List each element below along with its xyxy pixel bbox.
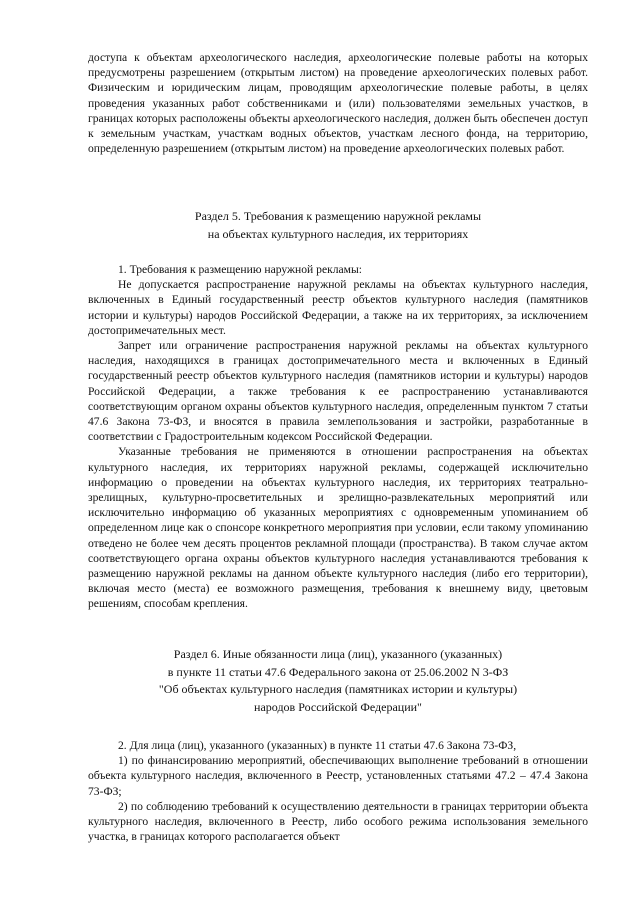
section6-heading-line4: народов Российской Федерации"	[254, 699, 422, 714]
section5-heading-line1: Раздел 5. Требования к размещению наружной рекламы	[194, 209, 482, 223]
intro-text: доступа к объектам археологического наследия, археологические полевые работы на которых предусмотрены разрешением (открытым листом) на проведение археологических полевых работ. Физическим и юридическим лицам, проводящим археологические полевые работы, в целях проведения указанных работ собственниками и (или) пользователями земельных участков, в границах которых расположены объекты археологического наследия, должен быть обеспечен доступ к земельным участкам, участкам водных объектов, участкам лесного фонда, на территорию, определенную разрешением (открытым листом) на проведение археологических полевых работ.	[88, 51, 588, 156]
section5-paragraph-2: Запрет или ограничение распространения наружной рекламы на объектах культурного наследия, находящихся в границах достопримечательного места и включенных в Единый государственный реестр объектов культурного наследия (памятников истории и культуры) народов Российской Федерации, а также требования к ее распространению устанавливаются соответствующим органом охраны объектов культурного наследия, определенным пунктом 7 статьи 47.6 Закона 73-ФЗ, и вносятся в правила землепользования и застройки, разработанные в соответствии с Градостроительным кодексом Российской Федерации.	[88, 339, 588, 444]
section6-paragraph-2: 2) по соблюдению требований к осуществлению деятельности в границах территории объекта культурного наследия, включенного в Реестр, либо особого режима использования земельного участка, в границах которого располагается объект	[88, 799, 588, 844]
section6-heading-line1: Раздел 6. Иные обязанности лица (лиц), указанного (указанных)	[173, 647, 503, 661]
section6-paragraph-1: 1) по финансированию мероприятий, обеспечивающих выполнение требований в отношении объекта культурного наследия, включенного в Реестр, установленных статьями 47.2 – 47.4 Закона 73-ФЗ;	[88, 754, 588, 798]
section6-body	[88, 738, 588, 844]
section5-body	[88, 262, 588, 612]
section5-paragraph-1: Не допускается распространение наружной рекламы на объектах культурного наследия, включенных в Единый государственный реестр объектов культурного наследия (памятников истории и культуры) народов Российской Федерации, а также на их территориях, за исключением достопримечательных мест.	[88, 278, 588, 337]
section6-item2-title: 2. Для лица (лиц), указанного (указанных) в пункте 11 статьи 47.6 Закона 73-ФЗ,	[118, 739, 517, 752]
section6-heading	[88, 646, 588, 716]
section5-heading-line2: на объектах культурного наследия, их территориях	[207, 226, 469, 241]
section5-heading	[88, 208, 588, 243]
section6-heading-line3: "Об объектах культурного наследия (памятниках истории и культуры)	[158, 682, 518, 696]
intro-paragraph	[88, 50, 588, 156]
section5-item1-title: 1. Требования к размещению наружной рекламы:	[118, 263, 363, 276]
section6-heading-line2: в пункте 11 статьи 47.6 Федерального закона от 25.06.2002 N 3-ФЗ	[167, 664, 509, 679]
section5-paragraph-3: Указанные требования не применяются в отношении распространения на объектах культурного наследия, их территориях наружной рекламы, содержащей исключительно информацию о проведении на объектах культурного наследия, их территориях театрально-зрелищных, культурно-просветительных и зрелищно-развлекательных мероприятий или исключительно информацию об указанных мероприятиях с одновременным упоминанием об определенном лице как о спонсоре конкретного мероприятия при условии, если такому упоминанию отведено не более чем десять процентов рекламной площади (пространства). В таком случае актом соответствующего органа охраны объектов культурного наследия устанавливаются требования к размещению наружной рекламы на данном объекте культурного наследия (либо его территории), включая место (места) ее возможного размещения, требования к внешнему виду, цветовым решениям, способам крепления.	[88, 445, 588, 611]
